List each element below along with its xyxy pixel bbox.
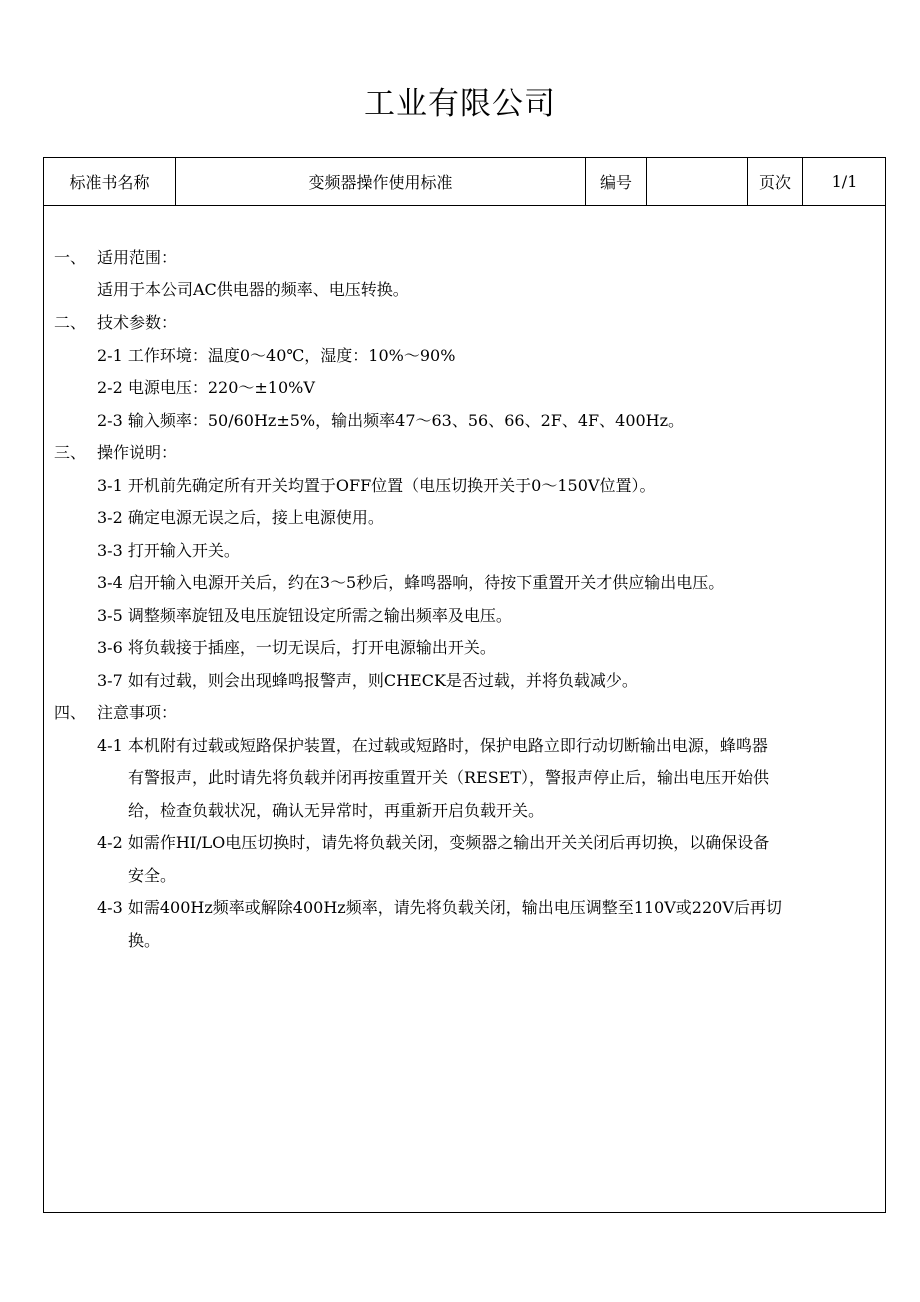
- list-item: 2-3 输入频率：50/60Hz±5%，输出频率47～63、56、66、2F、4F、400Hz。: [97, 411, 685, 430]
- list-item: 4-2 如需作HI/LO电压切换时，请先将负载关闭，变频器之输出开关关闭后再切换，以确保设备: [97, 833, 770, 852]
- standard-name-value: 变频器操作使用标准: [308, 173, 453, 192]
- header-row: [44, 158, 885, 206]
- list-item: 4-1 本机附有过载或短路保护装置，在过载或短路时，保护电路立即行动切断输出电源，蜂鸣器: [97, 736, 768, 755]
- section-title: 操作说明：: [97, 443, 178, 462]
- list-item: 3-1 开机前先确定所有开关均置于OFF位置（电压切换开关于0～150V位置）。: [97, 476, 656, 495]
- list-item: 4-3 如需400Hz频率或解除400Hz频率，请先将负载关闭，输出电压调整至110V或220V后再切: [97, 898, 782, 917]
- section-number: 四、: [54, 703, 87, 722]
- list-item: 3-7 如有过载，则会出现蜂鸣报警声，则CHECK是否过载，并将负载减少。: [97, 671, 638, 690]
- section-number: 一、: [54, 248, 87, 267]
- page-label: 页次: [758, 173, 791, 192]
- section-number: 三、: [54, 443, 87, 462]
- page-value: 1/1: [831, 172, 858, 191]
- list-item-continuation: 换。: [128, 931, 161, 950]
- list-item: 3-5 调整频率旋钮及电压旋钮设定所需之输出频率及电压。: [97, 606, 512, 625]
- number-value: [647, 158, 747, 205]
- list-item: 3-4 启开输入电源开关后，约在3～5秒后，蜂鸣器响，待按下重置开关才供应输出电压。: [97, 573, 725, 592]
- list-item: 2-2 电源电压：220～±10%V: [97, 378, 315, 397]
- standard-name-label: 标准书名称: [69, 173, 150, 192]
- section-title: 注意事项：: [97, 703, 178, 722]
- company-title: 工业有限公司: [364, 86, 556, 122]
- list-item: 3-2 确定电源无误之后，接上电源使用。: [97, 508, 384, 527]
- section-title: 技术参数：: [97, 313, 178, 332]
- list-item-continuation: 安全。: [128, 866, 177, 885]
- list-item: 2-1 工作环境：温度0～40℃，湿度：10%～90%: [97, 346, 456, 365]
- number-label: 编号: [599, 173, 632, 192]
- section-title: 适用范围：: [97, 248, 178, 267]
- list-item: 3-6 将负载接于插座，一切无误后，打开电源输出开关。: [97, 638, 496, 657]
- list-item-continuation: 给，检查负载状况，确认无异常时，再重新开启负载开关。: [128, 801, 545, 820]
- document-frame: [43, 157, 886, 1213]
- list-item: 3-3 打开输入开关。: [97, 541, 240, 560]
- list-item-continuation: 有警报声，此时请先将负载并闭再按重置开关（RESET），警报声停止后，输出电压开始供: [128, 768, 770, 787]
- section-number: 二、: [54, 313, 87, 332]
- section-text: 适用于本公司AC供电器的频率、电压转换。: [97, 280, 409, 299]
